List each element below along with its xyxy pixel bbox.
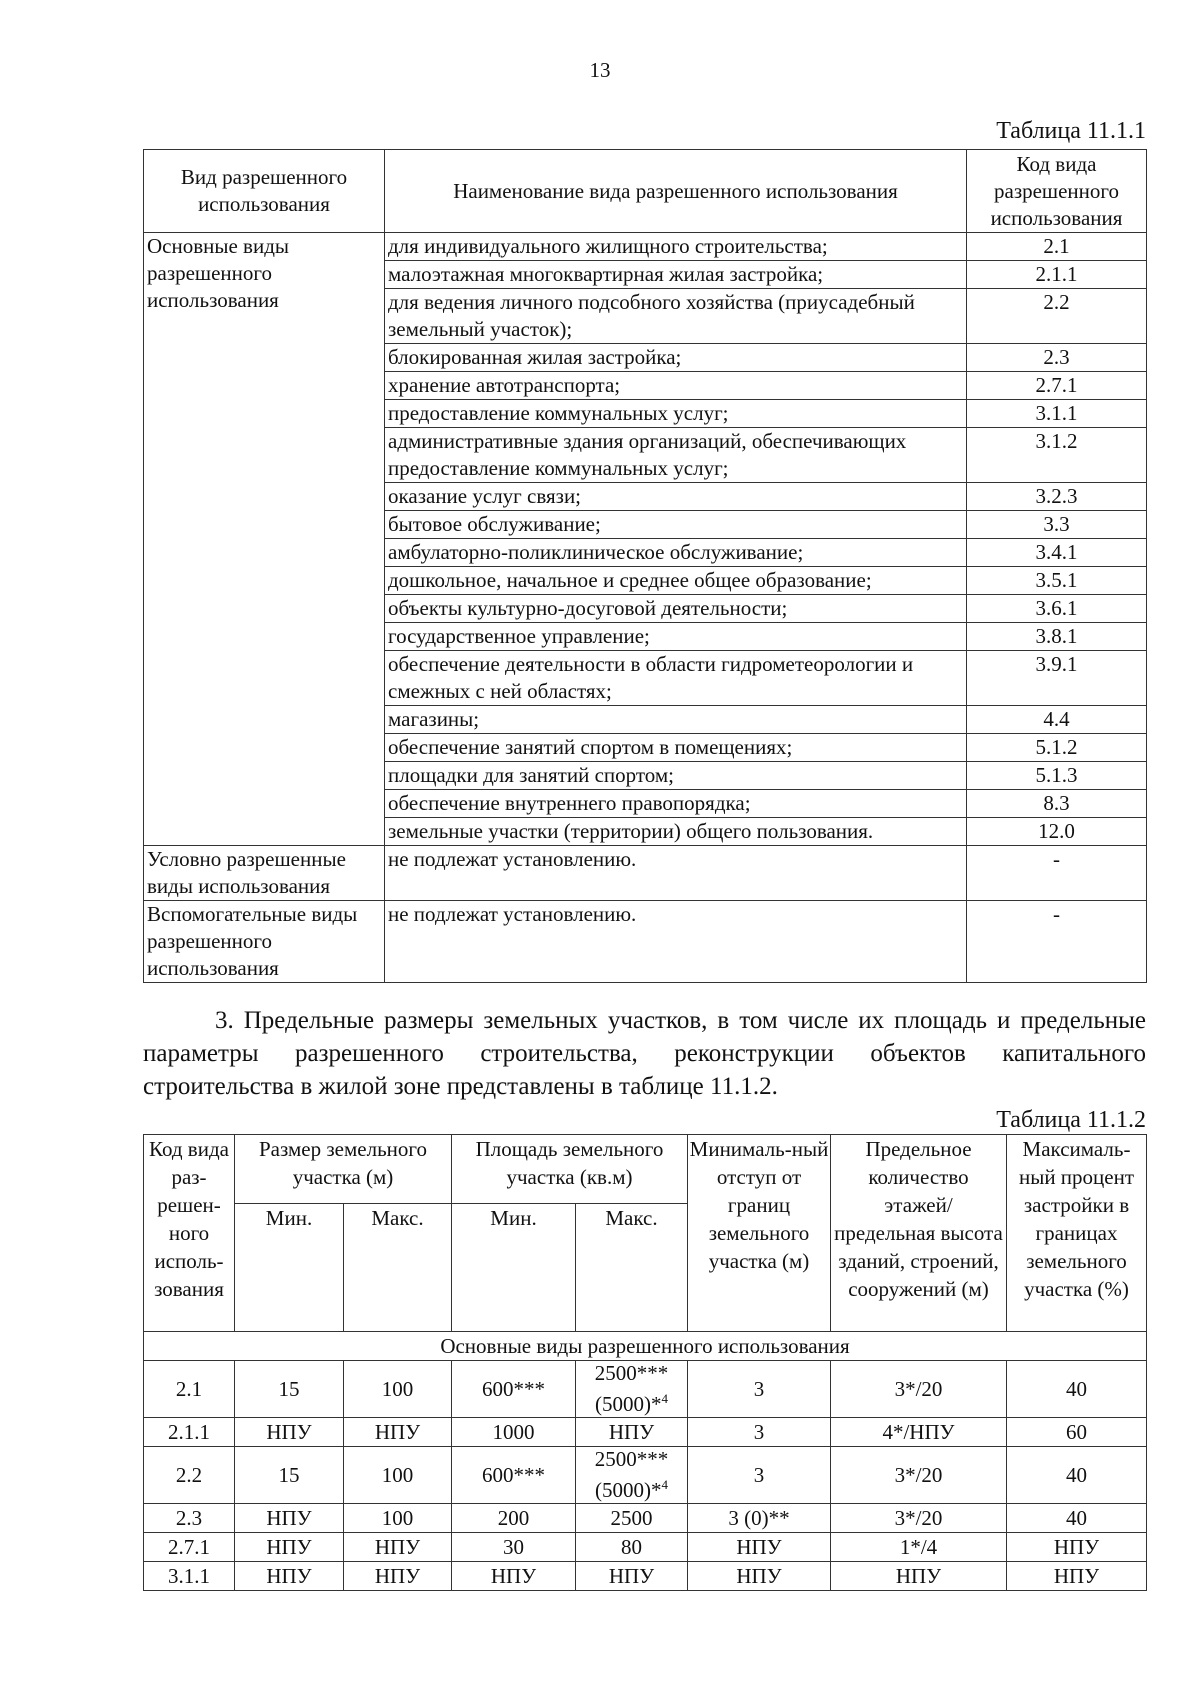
use-name-cell: дошкольное, начальное и среднее общее образование;	[385, 567, 967, 595]
use-name-cell: государственное управление;	[385, 623, 967, 651]
area-max-cell	[576, 1447, 688, 1504]
use-code-cell: 8.3	[967, 790, 1147, 818]
percent-cell: НПУ	[1007, 1533, 1147, 1562]
use-code-cell: 3.4.1	[967, 539, 1147, 567]
area-max-alt-value	[577, 1386, 686, 1417]
use-code-cell: 3.3	[967, 511, 1147, 539]
auxiliary-kind-cell: Вспомогательные виды разрешенного использования	[144, 901, 385, 983]
percent-cell: НПУ	[1007, 1562, 1147, 1591]
floors-cell: 3*/20	[831, 1361, 1007, 1418]
size-max-cell: 100	[344, 1361, 452, 1418]
code-cell: 3.1.1	[144, 1562, 235, 1591]
header-code: Код вида раз-решен-ного исполь-зования	[144, 1135, 235, 1332]
use-name-cell: обеспечение занятий спортом в помещениях;	[385, 734, 967, 762]
table-row-conditional	[144, 846, 1147, 901]
area-min-cell: 600***	[452, 1361, 576, 1418]
floors-cell: 4*/НПУ	[831, 1418, 1007, 1447]
table-caption-11-1-1: Таблица 11.1.1	[996, 118, 1146, 144]
area-max-value: 2500***	[594, 1361, 669, 1385]
use-name-cell: для индивидуального жилищного строительства;	[385, 233, 967, 261]
table-row	[144, 1447, 1147, 1504]
floors-cell: 1*/4	[831, 1533, 1007, 1562]
use-code-cell: 2.1	[967, 233, 1147, 261]
auxiliary-name-cell: не подлежат установлению.	[385, 901, 967, 983]
use-code-cell: 3.8.1	[967, 623, 1147, 651]
area-min-cell: НПУ	[452, 1562, 576, 1591]
use-name-cell: объекты культурно-досуговой деятельности;	[385, 595, 967, 623]
floors-cell: 3*/20	[831, 1504, 1007, 1533]
floors-cell: НПУ	[831, 1562, 1007, 1591]
size-max-cell: 100	[344, 1447, 452, 1504]
size-max-cell: НПУ	[344, 1418, 452, 1447]
section-main-uses: Основные виды разрешенного использования	[144, 1332, 1147, 1361]
setback-cell: 3	[688, 1447, 831, 1504]
table-header-row	[144, 1135, 1147, 1204]
area-max-alt-text: (5000)*	[595, 1392, 662, 1416]
header-area-min: Мин.	[452, 1204, 576, 1332]
percent-cell: 60	[1007, 1418, 1147, 1447]
section-row	[144, 1332, 1147, 1361]
size-min-cell: НПУ	[235, 1504, 344, 1533]
use-code-cell: 5.1.2	[967, 734, 1147, 762]
header-area: Площадь земельного участка (кв.м)	[452, 1135, 688, 1204]
use-code-cell: 12.0	[967, 818, 1147, 846]
auxiliary-code-cell: -	[967, 901, 1147, 983]
page-number: 13	[589, 58, 611, 82]
body-paragraph: 3. Предельные размеры земельных участков, в том числе их площадь и предельные параметры разрешенного строительства, реконструкции объектов капитального строительства в жилой зоне представлены в таблице 11.1.2.	[143, 1007, 1146, 1100]
header-size-min: Мин.	[235, 1204, 344, 1332]
area-min-cell: 1000	[452, 1418, 576, 1447]
table-row	[144, 233, 1147, 261]
size-min-cell: 15	[235, 1361, 344, 1418]
conditional-kind-cell: Условно разрешенные виды использования	[144, 846, 385, 901]
use-name-cell: для ведения личного подсобного хозяйства (приусадебный земельный участок);	[385, 289, 967, 344]
header-size: Размер земельного участка (м)	[235, 1135, 452, 1204]
code-cell: 2.1	[144, 1361, 235, 1418]
area-min-cell: 600***	[452, 1447, 576, 1504]
percent-cell: 40	[1007, 1361, 1147, 1418]
use-code-cell: 2.1.1	[967, 261, 1147, 289]
area-max-cell: НПУ	[576, 1418, 688, 1447]
use-name-cell: амбулаторно-поликлиническое обслуживание;	[385, 539, 967, 567]
conditional-name-cell: не подлежат установлению.	[385, 846, 967, 901]
size-max-cell: НПУ	[344, 1533, 452, 1562]
conditional-code-cell: -	[967, 846, 1147, 901]
percent-cell: 40	[1007, 1447, 1147, 1504]
area-min-cell: 30	[452, 1533, 576, 1562]
setback-cell: НПУ	[688, 1562, 831, 1591]
use-name-cell: обеспечение деятельности в области гидрометеорологии и смежных с ней областях;	[385, 651, 967, 706]
table-row	[144, 1504, 1147, 1533]
use-name-cell: площадки для занятий спортом;	[385, 762, 967, 790]
size-max-cell: 100	[344, 1504, 452, 1533]
use-name-cell: предоставление коммунальных услуг;	[385, 400, 967, 428]
table-header-row	[144, 150, 1147, 233]
setback-cell: 3	[688, 1361, 831, 1418]
header-area-max: Макс.	[576, 1204, 688, 1332]
header-kind: Вид разрешенного использования	[144, 150, 385, 233]
code-cell: 2.7.1	[144, 1533, 235, 1562]
table-row	[144, 1562, 1147, 1591]
size-min-cell: НПУ	[235, 1533, 344, 1562]
header-floors: Предельное количество этажей/ предельная высота зданий, строений, сооружений (м)	[831, 1135, 1007, 1332]
size-min-cell: 15	[235, 1447, 344, 1504]
header-name: Наименование вида разрешенного использования	[385, 150, 967, 233]
use-name-cell: бытовое обслуживание;	[385, 511, 967, 539]
code-cell: 2.3	[144, 1504, 235, 1533]
use-code-cell: 5.1.3	[967, 762, 1147, 790]
area-max-cell: НПУ	[576, 1562, 688, 1591]
use-code-cell: 2.7.1	[967, 372, 1147, 400]
use-code-cell: 2.3	[967, 344, 1147, 372]
table-row	[144, 1418, 1147, 1447]
use-name-cell: земельные участки (территории) общего пользования.	[385, 818, 967, 846]
area-max-cell: 80	[576, 1533, 688, 1562]
area-max-cell: 2500	[576, 1504, 688, 1533]
percent-cell: 40	[1007, 1504, 1147, 1533]
code-cell: 2.1.1	[144, 1418, 235, 1447]
footnote-marker: 4	[661, 1391, 668, 1406]
setback-cell: 3	[688, 1418, 831, 1447]
group-main-uses: Основные виды разрешенного использования	[144, 233, 385, 846]
use-code-cell: 3.2.3	[967, 483, 1147, 511]
header-size-max: Макс.	[344, 1204, 452, 1332]
area-max-alt-value	[577, 1472, 686, 1503]
floors-cell: 3*/20	[831, 1447, 1007, 1504]
use-name-cell: хранение автотранспорта;	[385, 372, 967, 400]
permitted-use-table	[143, 149, 1147, 983]
use-code-cell: 3.1.1	[967, 400, 1147, 428]
table-caption-11-1-2: Таблица 11.1.2	[996, 1107, 1146, 1133]
use-name-cell: административные здания организаций, обеспечивающих предоставление коммунальных услуг;	[385, 428, 967, 483]
area-min-cell: 200	[452, 1504, 576, 1533]
size-min-cell: НПУ	[235, 1418, 344, 1447]
use-name-cell: малоэтажная многоквартирная жилая застройка;	[385, 261, 967, 289]
area-max-value: 2500***	[594, 1447, 669, 1471]
use-code-cell: 3.6.1	[967, 595, 1147, 623]
use-name-cell: блокированная жилая застройка;	[385, 344, 967, 372]
use-name-cell: оказание услуг связи;	[385, 483, 967, 511]
use-code-cell: 3.9.1	[967, 651, 1147, 706]
size-max-cell: НПУ	[344, 1562, 452, 1591]
header-code: Код вида разрешенного использования	[967, 150, 1147, 233]
table-row	[144, 1361, 1147, 1418]
setback-cell: 3 (0)**	[688, 1504, 831, 1533]
footnote-marker: 4	[661, 1477, 668, 1492]
area-max-cell	[576, 1361, 688, 1418]
header-setback: Минималь-ный отступ от границ земельного участка (м)	[688, 1135, 831, 1332]
table-row	[144, 1533, 1147, 1562]
setback-cell: НПУ	[688, 1533, 831, 1562]
table-row-auxiliary	[144, 901, 1147, 983]
use-code-cell: 3.1.2	[967, 428, 1147, 483]
land-parameters-table	[143, 1134, 1147, 1591]
use-code-cell: 3.5.1	[967, 567, 1147, 595]
header-percent: Максималь-ный процент застройки в границах земельного участка (%)	[1007, 1135, 1147, 1332]
use-name-cell: обеспечение внутреннего правопорядка;	[385, 790, 967, 818]
use-code-cell: 2.2	[967, 289, 1147, 344]
area-max-alt-text: (5000)*	[595, 1478, 662, 1502]
use-code-cell: 4.4	[967, 706, 1147, 734]
code-cell: 2.2	[144, 1447, 235, 1504]
size-min-cell: НПУ	[235, 1562, 344, 1591]
use-name-cell: магазины;	[385, 706, 967, 734]
